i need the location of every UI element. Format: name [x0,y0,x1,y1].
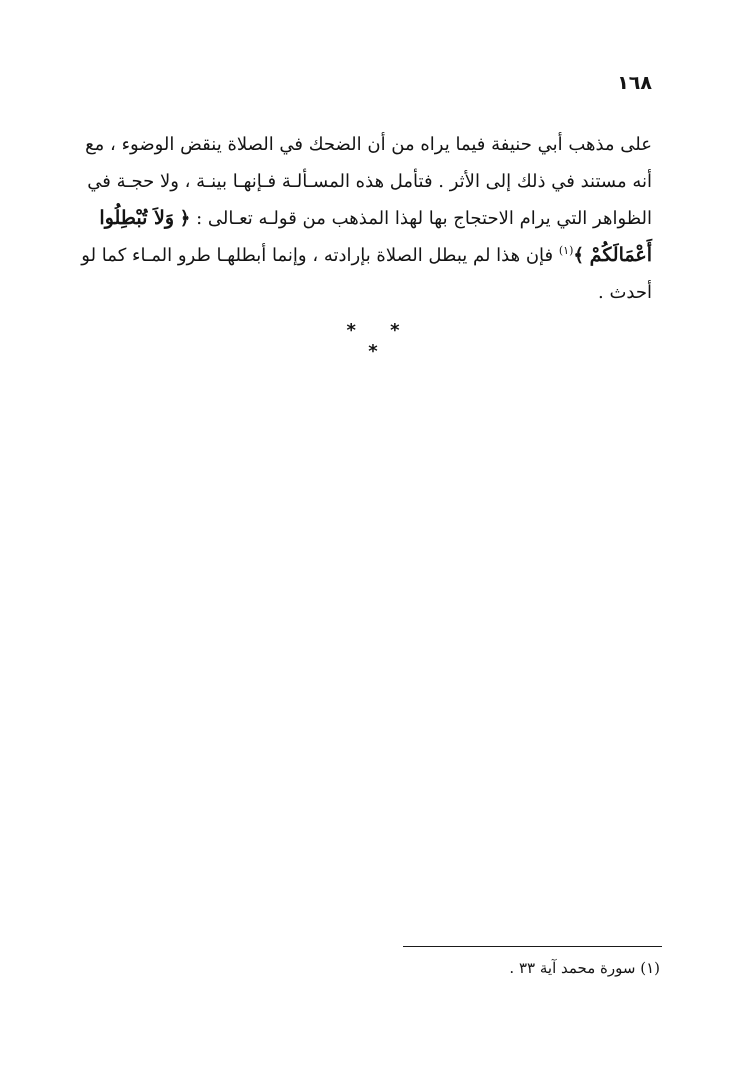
text-line-1: على مذهب أبي حنيفة فيما يراه من أن الضحك في الصلاة ينقض الوضوء ، مع [85,134,652,155]
quran-ornament-close: ﴾ [573,245,584,266]
text-line-3 [100,200,652,237]
quran-verse-part-2: أَعْمَالَكُمْ [589,244,652,266]
footnote: (١) سورة محمد آية ٣٣ . [509,959,660,977]
body-paragraph [81,126,652,311]
text-line-2: أنه مستند في ذلك إلى الأثر . فتأمل هذه المسـألـة فـإنهـا بينـة ، ولا حجـة في [87,171,652,192]
section-separator: * * * [346,320,414,362]
page-number: ١٦٨ [617,72,652,94]
text-line-4 [81,237,652,274]
quran-ornament-open: ﴿ [179,208,191,229]
text-line-5: أحدث . [598,282,652,303]
footnote-reference: (١) [558,244,574,257]
quran-verse-part-1: وَلاَ تُبْطِلُوا [99,207,175,229]
text-line-3-main: الظواهر التي يرام الاحتجاج بها لهذا المذهب من قولـه تعـالى : [196,208,652,229]
text-line-4-rest: فإن هذا لم يبطل الصلاة بإرادته ، وإنما أبطلهـا طرو المـاء كما لو [81,245,554,266]
footnote-divider [403,946,662,947]
